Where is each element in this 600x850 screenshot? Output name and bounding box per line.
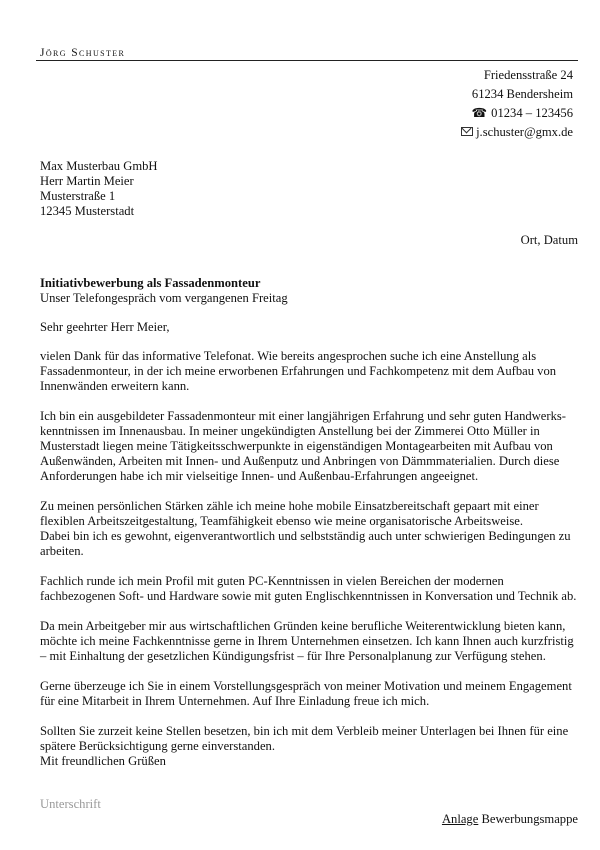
sender-street: Friedensstraße 24	[483, 68, 573, 82]
body-paragraph	[40, 349, 580, 394]
enclosure-text: Bewerbungsmappe	[481, 812, 578, 826]
sender-email: j.schuster@gmx.de	[476, 125, 573, 139]
sender-name: Jörg Schuster	[40, 47, 126, 59]
paragraph-line: Ich bin ein ausgebildeter Fassadenmonteur mit einer langjährigen Erfahrung und sehr guten Handwerks-	[40, 409, 566, 423]
paragraph-line: vielen Dank für das informative Telefonat. Wie bereits angesprochen suche ich eine Anstellung als	[40, 349, 537, 363]
header-divider	[36, 60, 578, 61]
paragraph-line: Da mein Arbeitgeber mir aus wirtschaftlichen Gründen keine berufliche Weiterentwicklung bieten kann,	[40, 619, 566, 633]
place-date: Ort, Datum	[520, 233, 578, 247]
sender-address	[461, 66, 573, 142]
paragraph-line: spätere Berücksichtigung gerne einverstanden.	[40, 739, 275, 753]
closing: Mit freundlichen Grüßen	[40, 754, 166, 768]
body-paragraph	[40, 679, 580, 709]
recipient-street: Musterstraße 1	[40, 189, 116, 203]
paragraph-line: fachbezogenen Soft- und Hardware sowie mit guten Englischkenntnissen in Konversation und Technik ab.	[40, 589, 577, 603]
paragraph-line: – mit Einhaltung der gesetzlichen Kündigungsfrist – für Ihre Personalplanung zur Verfügung stehen.	[40, 649, 546, 663]
paragraph-line: Zu meinen persönlichen Stärken zähle ich meine hohe mobile Einsatzbereitschaft gepaart mit einer	[40, 499, 539, 513]
paragraph-line: für eine Mitarbeit in Ihrem Unternehmen. Auf Ihre Einladung freue ich mich.	[40, 694, 430, 708]
paragraph-line: Anforderungen habe ich mir vielseitige Innen- und Außenbau-Erfahrungen angeeignet.	[40, 469, 479, 483]
envelope-icon	[461, 127, 473, 136]
recipient-city: 12345 Musterstadt	[40, 204, 135, 218]
paragraph-line: Gerne überzeuge ich Sie in einem Vorstellungsgespräch von meiner Motivation und meinem Engagement	[40, 679, 572, 693]
body-paragraph	[40, 574, 580, 604]
paragraph-line: arbeiten.	[40, 544, 84, 558]
body-paragraphs	[40, 349, 580, 754]
body-paragraph	[40, 619, 580, 664]
body-paragraph	[40, 499, 580, 559]
paragraph-line: Fassadenmonteur, in der ich meine erworbenen Erfahrungen und Fachkompetenz mit dem Aufbau von	[40, 364, 557, 378]
paragraph-line: kenntnissen im Innenausbau. In meiner ungekündigten Anstellung bei der Zimmerei Otto Müller in	[40, 424, 540, 438]
paragraph-line: flexiblen Arbeitszeitgestaltung, Teamfähigkeit ebenso wie meine organisatorische Arbeitsweise.	[40, 514, 524, 528]
body-paragraph	[40, 409, 580, 484]
phone-icon: ☎	[471, 106, 488, 120]
recipient-contact: Herr Martin Meier	[40, 174, 134, 188]
paragraph-line: Musterstadt liegen meine Tätigkeitsschwerpunkte in eigenständigen Montagearbeiten mit Aufbau von	[40, 439, 553, 453]
subject-block	[40, 276, 288, 306]
letter-body	[40, 320, 580, 769]
recipient-company: Max Musterbau GmbH	[40, 159, 158, 173]
subject-title: Initiativbewerbung als Fassadenmonteur	[40, 276, 261, 290]
sender-email-line	[461, 123, 573, 142]
sender-phone: 01234 – 123456	[491, 106, 573, 120]
body-paragraph	[40, 724, 580, 754]
sender-phone-line	[461, 104, 573, 123]
paragraph-line: Fachlich runde ich mein Profil mit guten PC-Kenntnissen in vielen Bereichen der modernen	[40, 574, 504, 588]
paragraph-line: Sollten Sie zurzeit keine Stellen besetzen, bin ich mit dem Verbleib meiner Unterlagen bei Ihnen für eine	[40, 724, 569, 738]
salutation: Sehr geehrter Herr Meier,	[40, 320, 170, 334]
signature-placeholder: Unterschrift	[40, 797, 101, 811]
sender-city: 61234 Bendersheim	[471, 87, 573, 101]
paragraph-line: Dabei bin ich es gewohnt, eigenverantwortlich und selbstständig auch unter schwierigen Bedingungen zu	[40, 529, 571, 543]
subject-reference: Unser Telefongespräch vom vergangenen Freitag	[40, 291, 288, 305]
paragraph-line: möchte ich meine Fachkenntnisse gerne in Ihrem Unternehmen einsetzen. Ich kann Ihnen auch kurzfristig	[40, 634, 574, 648]
paragraph-line: Außenwänden, Arbeiten mit Innen- und Außenputz und Anbringen von Dämmmaterialien. Durch diese	[40, 454, 560, 468]
enclosure-label: Anlage	[441, 812, 479, 826]
recipient-address	[40, 159, 158, 219]
paragraph-line: Innenwänden erweitern kann.	[40, 379, 190, 393]
enclosure	[442, 812, 578, 827]
